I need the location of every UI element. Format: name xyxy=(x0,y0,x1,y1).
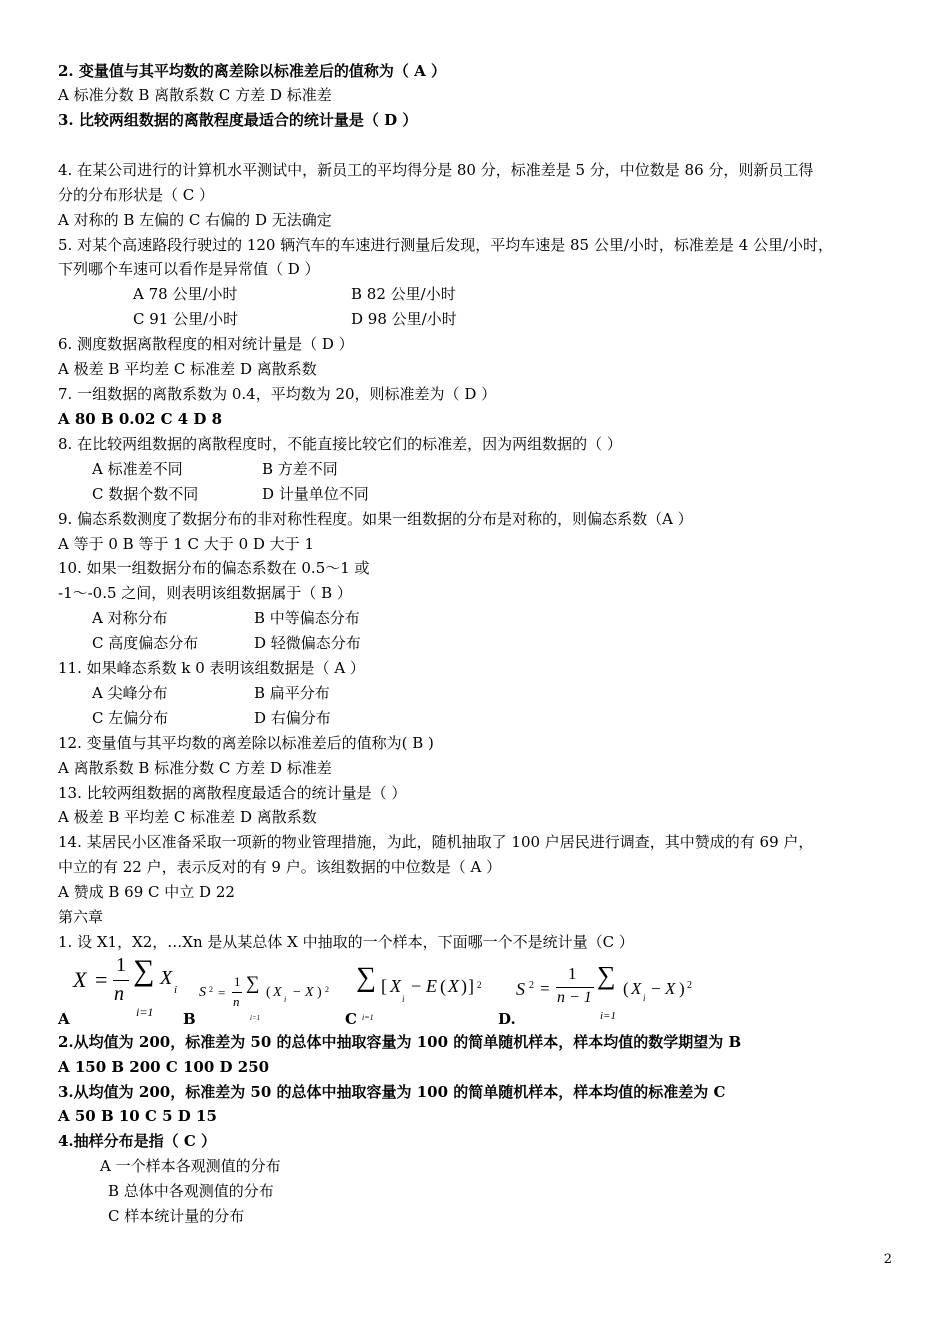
ch6-q1-text: 1. 设 X1，X2，…Xn 是从某总体 X 中抽取的一个样本，下面哪一个不是统计量（C ） xyxy=(58,933,634,951)
formula-b-den: n xyxy=(233,994,240,1009)
formula-d-rp: ) xyxy=(679,979,685,998)
q7-options: A 80 B 0.02 C 4 D 8 xyxy=(58,410,223,428)
ch6-q4-text: 4.抽样分布是指（ C ） xyxy=(58,1132,217,1150)
formula-a-sum-index: i=1 xyxy=(136,1005,154,1019)
q10-text: 10. 如果一组数据分布的偏态系数在 0.5～1 或 xyxy=(58,559,370,577)
formula-b-xi: X xyxy=(273,985,282,1000)
q8-option-b: B 方差不同 xyxy=(262,460,338,478)
q14-options: A 赞成 B 69 C 中立 D 22 xyxy=(58,883,235,901)
q6-options: A 极差 B 平均差 C 标准差 D 离散系数 xyxy=(58,360,317,378)
q11-option-d: D 右偏分布 xyxy=(254,709,331,727)
page-number: 2 xyxy=(883,1252,892,1267)
q8-option-c: C 数据个数不同 xyxy=(92,485,199,503)
q10-text-cont: -1～-0.5 之间，则表明该组数据属于（ B ） xyxy=(58,584,352,602)
formula-b-minus: − xyxy=(293,985,301,1000)
formula-d-minus: − xyxy=(651,979,661,998)
formula-b-lp: ( xyxy=(266,985,271,1000)
q11-text: 11. 如果峰态系数 k 0 表明该组数据是（ A ） xyxy=(58,659,365,677)
formula-c-lp: ( xyxy=(440,976,446,996)
ch6-q3-text: 3.从均值为 200，标准差为 50 的总体中抽取容量为 100 的简单随机样本，样本均值的标准差为 C xyxy=(58,1083,726,1101)
formula-c-sub-i: i xyxy=(402,994,405,1004)
formula-a-xi: X xyxy=(160,967,173,989)
q2-text: 2. 变量值与其平均数的离差除以标准差后的值称为（ A ） xyxy=(58,62,446,80)
formula-b-sum: ∑ xyxy=(246,973,260,994)
formula-d-sq: 2 xyxy=(529,980,534,991)
ch6-q2-text: 2.从均值为 200，标准差为 50 的总体中抽取容量为 100 的简单随机样本，样本均值的数学期望为 B xyxy=(58,1033,742,1051)
formula-d-sum: ∑ xyxy=(597,961,616,990)
q4-text-cont: 分的分布形状是（ C ） xyxy=(58,186,215,204)
formula-b-num: 1 xyxy=(234,974,241,989)
formula-a-x: X xyxy=(73,967,87,992)
formula-c-bracket-r: ] xyxy=(468,976,474,996)
ch6-q3-options: A 50 B 10 C 5 D 15 xyxy=(58,1107,217,1125)
formula-c-xi: X xyxy=(390,976,401,996)
formula-c-e: E xyxy=(426,976,437,996)
formula-a-den: n xyxy=(114,983,124,1005)
formula-label-c: C xyxy=(345,1010,357,1028)
formula-label-a: A xyxy=(58,1010,70,1028)
formula-b-eq: = xyxy=(218,985,226,1000)
formula-d-s: S xyxy=(516,979,525,999)
formula-a-sum: ∑ xyxy=(133,954,155,987)
formula-c-exp: 2 xyxy=(477,980,482,990)
q4-options: A 对称的 B 左偏的 C 右偏的 D 无法确定 xyxy=(58,211,332,229)
q7-text: 7. 一组数据的离散系数为 0.4，平均数为 20，则标准差为（ D ） xyxy=(58,385,497,403)
q9-options: A 等于 0 B 等于 1 C 大于 0 D 大于 1 xyxy=(58,535,314,553)
q5-option-d: D 98 公里/小时 xyxy=(351,310,457,328)
ch6-q2-options: A 150 B 200 C 100 D 250 xyxy=(58,1058,270,1076)
formula-d-num: 1 xyxy=(568,964,577,983)
formula-b-sub-i: i xyxy=(284,995,287,1004)
q12-options: A 离散系数 B 标准分数 C 方差 D 标准差 xyxy=(58,759,332,777)
q13-text: 13. 比较两组数据的离散程度最适合的统计量是（ ） xyxy=(58,784,407,802)
formula-b-sum-index: i=1 xyxy=(250,1014,261,1022)
formula-b-rp: ) xyxy=(317,985,322,1000)
q5-option-c: C 91 公里/小时 xyxy=(133,310,239,328)
q6-text: 6. 测度数据离散程度的相对统计量是（ D ） xyxy=(58,335,354,353)
q3-text: 3. 比较两组数据的离散程度最适合的统计量是（ D ） xyxy=(58,111,418,129)
ch6-q4-option-c: C 样本统计量的分布 xyxy=(108,1207,245,1225)
q5-text-cont: 下列哪个车速可以看作是异常值（ D ） xyxy=(58,260,320,278)
formula-b-exp: 2 xyxy=(325,985,329,994)
formula-d-sub-i: i xyxy=(643,993,646,1003)
formula-c-rp: ) xyxy=(461,976,467,996)
formula-label-b: B xyxy=(183,1010,196,1028)
q13-options: A 极差 B 平均差 C 标准差 D 离散系数 xyxy=(58,808,317,826)
q14-text-cont: 中立的有 22 户，表示反对的有 9 户。该组数据的中位数是（ A ） xyxy=(58,858,502,876)
formula-b-s: S xyxy=(199,985,206,1000)
q5-option-b: B 82 公里/小时 xyxy=(351,285,456,303)
q8-text: 8. 在比较两组数据的离散程度时，不能直接比较它们的标准差，因为两组数据的（ ） xyxy=(58,435,622,453)
formula-c-minus: − xyxy=(411,976,422,996)
q14-text: 14. 某居民小区准备采取一项新的物业管理措施，为此，随机抽取了 100 户居民进行调查，其中赞成的有 69 户， xyxy=(58,833,814,851)
formula-b-xbar: X xyxy=(305,985,314,1000)
formula-d-lp: ( xyxy=(623,979,629,998)
q2-options: A 标准分数 B 离散系数 C 方差 D 标准差 xyxy=(58,86,332,104)
q10-option-a: A 对称分布 xyxy=(92,609,168,627)
q11-option-c: C 左偏分布 xyxy=(92,709,169,727)
formula-a-sub-i: i xyxy=(174,984,178,996)
formula-b-sq: 2 xyxy=(209,985,213,994)
q8-option-a: A 标准差不同 xyxy=(92,460,183,478)
formula-c-bracket-l: [ xyxy=(381,976,387,996)
q5-option-a: A 78 公里/小时 xyxy=(133,285,238,303)
formula-d-xi: X xyxy=(631,979,642,998)
q10-option-d: D 轻微偏态分布 xyxy=(254,634,361,652)
q5-text: 5. 对某个高速路段行驶过的 120 辆汽车的车速进行测量后发现，平均车速是 85 公里/小时，标准差是 4 公里/小时， xyxy=(58,236,834,254)
q11-option-b: B 扁平分布 xyxy=(254,684,330,702)
q4-text: 4. 在某公司进行的计算机水平测试中，新员工的平均得分是 80 分，标准差是 5 分，中位数是 86 分，则新员工得 xyxy=(58,161,814,179)
ch6-q4-option-b: B 总体中各观测值的分布 xyxy=(108,1182,274,1200)
formula-a-num: 1 xyxy=(116,954,126,976)
q10-option-c: C 高度偏态分布 xyxy=(92,634,199,652)
q9-text: 9. 偏态系数测度了数据分布的非对称性程度。如果一组数据的分布是对称的，则偏态系数（A ） xyxy=(58,510,693,528)
q8-option-d: D 计量单位不同 xyxy=(262,485,369,503)
formula-label-d: D. xyxy=(498,1010,516,1028)
formula-c-sum: ∑ xyxy=(356,962,376,993)
formula-d-exp: 2 xyxy=(687,980,692,991)
ch6-q4-option-a: A 一个样本各观测值的分布 xyxy=(100,1157,281,1175)
formula-d-sum-index: i=1 xyxy=(600,1010,616,1022)
formula-c-sum-index: i=1 xyxy=(362,1013,374,1022)
formula-c-x: X xyxy=(448,976,459,996)
formula-d-xbar: X xyxy=(665,979,676,998)
chapter-heading: 第六章 xyxy=(58,908,104,926)
q10-option-b: B 中等偏态分布 xyxy=(254,609,360,627)
q11-option-a: A 尖峰分布 xyxy=(92,684,168,702)
formula-d-den: n − 1 xyxy=(557,989,592,1006)
formula-a-fraction-bar xyxy=(113,980,129,981)
formula-b-fraction-bar xyxy=(232,992,242,993)
q12-text: 12. 变量值与其平均数的离差除以标准差后的值称为( B ) xyxy=(58,734,434,752)
formula-d-fraction-bar xyxy=(556,987,594,988)
formula-a-eq: = xyxy=(95,967,108,992)
formula-d-eq: = xyxy=(540,979,550,998)
